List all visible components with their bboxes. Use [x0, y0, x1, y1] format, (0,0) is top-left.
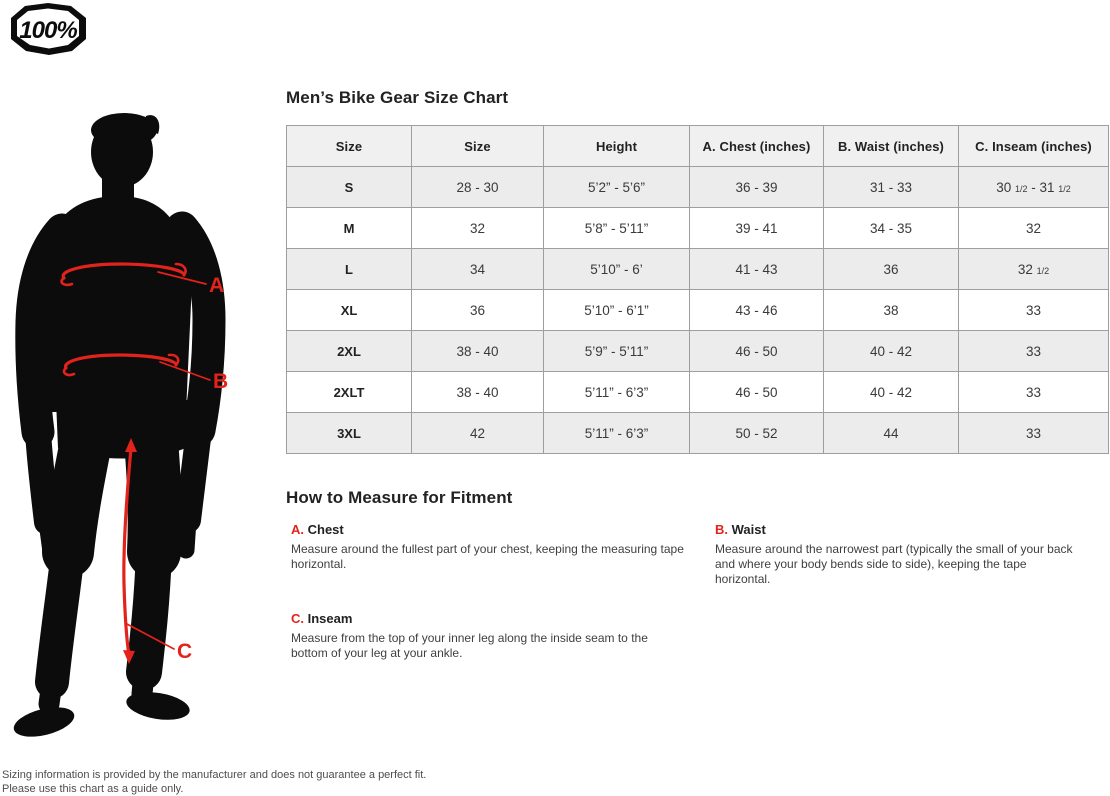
measure-item-waist: [715, 522, 1108, 587]
measure-letter: B.: [715, 522, 728, 537]
value-cell: 34: [412, 249, 544, 290]
disclaimer-line-1: Sizing information is provided by the manufacturer and does not guarantee a perfect fit.: [2, 769, 427, 781]
size-chart-table: [286, 125, 1109, 454]
value-cell: 32 1/2: [959, 249, 1109, 290]
value-cell: 33: [959, 290, 1109, 331]
value-cell: 33: [959, 331, 1109, 372]
value-cell: 43 - 46: [690, 290, 824, 331]
value-cell: 39 - 41: [690, 208, 824, 249]
value-cell: 5’9” - 5’11”: [544, 331, 690, 372]
table-row: [287, 249, 1109, 290]
figure-label-inseam: C: [177, 640, 193, 663]
fraction-text: 1/2: [1058, 183, 1071, 194]
measure-name: Chest: [307, 522, 344, 537]
measure-name: Inseam: [307, 611, 353, 626]
table-row: [287, 208, 1109, 249]
value-cell: 31 - 33: [824, 167, 959, 208]
value-cell: 5’10” - 6’1”: [544, 290, 690, 331]
value-cell: 40 - 42: [824, 331, 959, 372]
value-cell: 36: [412, 290, 544, 331]
value-cell: 33: [959, 372, 1109, 413]
value-cell: 46 - 50: [690, 372, 824, 413]
value-cell: 50 - 52: [690, 413, 824, 454]
measure-item-heading: [291, 522, 687, 538]
figure-label-chest: A: [209, 274, 225, 297]
measurement-figure: [0, 100, 280, 760]
value-cell: 32: [412, 208, 544, 249]
measure-description: Measure around the fullest part of your chest, keeping the measuring tape horizontal.: [291, 542, 684, 571]
value-cell: 32: [959, 208, 1109, 249]
value-cell: 46 - 50: [690, 331, 824, 372]
logo-text: 100%: [19, 17, 77, 44]
value-cell: 38 - 40: [412, 331, 544, 372]
measure-letter: A.: [291, 522, 304, 537]
column-header: Size: [287, 126, 412, 167]
value-cell: 5’11” - 6’3”: [544, 413, 690, 454]
value-cell: 40 - 42: [824, 372, 959, 413]
column-header: A. Chest (inches): [690, 126, 824, 167]
size-label-cell: 2XL: [287, 331, 412, 372]
table-row: [287, 413, 1109, 454]
figure-label-waist: B: [213, 370, 229, 393]
value-cell: 41 - 43: [690, 249, 824, 290]
value-cell: 30 1/2 - 31 1/2: [959, 167, 1109, 208]
value-cell: 36: [824, 249, 959, 290]
main-content: [286, 88, 1108, 661]
size-label-cell: 3XL: [287, 413, 412, 454]
value-cell: 5’11” - 6’3”: [544, 372, 690, 413]
value-cell: 5’8” - 5’11”: [544, 208, 690, 249]
disclaimer-line-2: Please use this chart as a guide only.: [2, 783, 184, 795]
measure-guide-title: How to Measure for Fitment: [286, 488, 513, 507]
fraction-text: 1/2: [1036, 265, 1050, 276]
brand-logo: [4, 2, 92, 58]
column-header: B. Waist (inches): [824, 126, 959, 167]
value-cell: 38: [824, 290, 959, 331]
measure-description: Measure around the narrowest part (typically the small of your back and where your body bends side to side), keeping the tape horizontal.: [715, 542, 1073, 586]
measure-item-inseam: [291, 611, 715, 661]
measure-item-heading: [715, 522, 1080, 538]
value-cell: 38 - 40: [412, 372, 544, 413]
value-cell: 28 - 30: [412, 167, 544, 208]
value-cell: 33: [959, 413, 1109, 454]
value-cell: 44: [824, 413, 959, 454]
measure-item-chest: [291, 522, 715, 587]
measure-item-heading: [291, 611, 687, 627]
value-cell: 5’10” - 6’: [544, 249, 690, 290]
table-row: [287, 290, 1109, 331]
column-header: Height: [544, 126, 690, 167]
size-label-cell: XL: [287, 290, 412, 331]
size-chart-title: Men’s Bike Gear Size Chart: [286, 88, 509, 107]
column-header: C. Inseam (inches): [959, 126, 1109, 167]
size-label-cell: M: [287, 208, 412, 249]
measure-guide-grid: [286, 522, 1108, 661]
disclaimer: [2, 768, 426, 796]
size-label-cell: L: [287, 249, 412, 290]
fraction-text: 1/2: [1014, 183, 1028, 194]
table-row: [287, 372, 1109, 413]
size-label-cell: S: [287, 167, 412, 208]
value-cell: 36 - 39: [690, 167, 824, 208]
table-row: [287, 167, 1109, 208]
table-row: [287, 331, 1109, 372]
measure-description: Measure from the top of your inner leg along the inside seam to the bottom of your leg at your ankle.: [291, 631, 648, 660]
measure-name: Waist: [731, 522, 766, 537]
value-cell: 42: [412, 413, 544, 454]
table-header-row: [287, 126, 1109, 167]
value-cell: 34 - 35: [824, 208, 959, 249]
measure-letter: C.: [291, 611, 304, 626]
column-header: Size: [412, 126, 544, 167]
size-label-cell: 2XLT: [287, 372, 412, 413]
value-cell: 5’2” - 5’6”: [544, 167, 690, 208]
